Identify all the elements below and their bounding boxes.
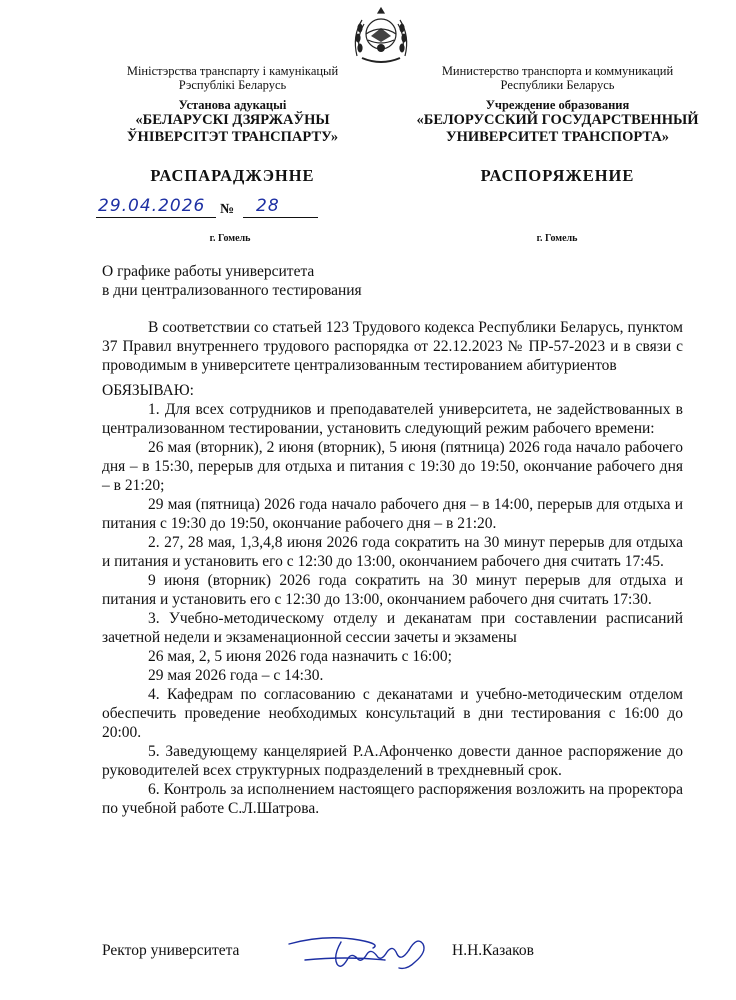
header-right-university-line1: «БЕЛОРУССКИЙ ГОСУДАРСТВЕННЫЙ bbox=[416, 112, 699, 128]
handwritten-signature-icon bbox=[285, 930, 445, 974]
paragraph-5: 5. Заведующему канцелярией Р.А.Афонченко довести данное распоряжение до руководителей всех структурных подразделений в трехдневный срок. bbox=[102, 743, 683, 779]
paragraph-3a: 26 мая, 2, 5 июня 2026 года назначить с 16:00; bbox=[148, 648, 452, 665]
paragraph-3: 3. Учебно-методическому отделу и деканатам при составлении расписаний зачетной недели и экзаменационной сессии зачеты и экзамены bbox=[102, 610, 683, 646]
header-right-ministry-line2: Республики Беларусь bbox=[500, 78, 615, 92]
doc-type-by: РАСПАРАДЖЭННЕ bbox=[150, 166, 315, 185]
signatory-position: Ректор университета bbox=[102, 942, 240, 959]
paragraph-2a: 9 июня (вторник) 2026 года сократить на 30 минут перерыв для отдыха и питания и установить его с 12:30 до 13:00, окончанием рабочего дня считать 17:30. bbox=[102, 572, 683, 608]
header-left-institution: Установа адукацыі bbox=[178, 98, 287, 112]
document-body bbox=[102, 318, 683, 818]
paragraph-3b: 29 мая 2026 года – с 14:30. bbox=[148, 667, 324, 684]
number-sign: № bbox=[220, 202, 235, 217]
paragraph-6: 6. Контроль за исполнением настоящего распоряжения возложить на проректора по учебной работе С.Л.Шатрова. bbox=[102, 781, 683, 817]
number-underline bbox=[243, 217, 318, 218]
subject-line2: в дни централизованного тестирования bbox=[102, 282, 362, 299]
header-right-ministry bbox=[405, 64, 710, 92]
registration-number: 28 bbox=[256, 196, 280, 216]
date-underline bbox=[96, 217, 216, 218]
doc-type-ru: РАСПОРЯЖЕНИЕ bbox=[480, 166, 635, 185]
obligate-heading: ОБЯЗЫВАЮ: bbox=[102, 382, 194, 399]
city-right: г. Гомель bbox=[536, 233, 578, 244]
header-left-university bbox=[80, 112, 385, 146]
header-left-ministry bbox=[80, 64, 385, 92]
subject-line1: О графике работы университета bbox=[102, 263, 315, 280]
preamble-paragraph: В соответствии со статьей 123 Трудового кодекса Республики Беларусь, пунктом 37 Правил внутреннего трудового распорядка от 22.12.2023 № ПР-57-2023 и в связи с проводимым в университете централизованным тестированием абитуриентов bbox=[102, 319, 683, 374]
header-right-institution: Учреждение образования bbox=[485, 98, 630, 112]
header-left-ministry-line1: Міністэрства транспарту і камунікацый bbox=[126, 64, 339, 78]
registration-date: 29.04.2026 bbox=[98, 196, 206, 216]
header-left-university-line1: «БЕЛАРУСКІ ДЗЯРЖАЎНЫ bbox=[135, 112, 330, 128]
city-left: г. Гомель bbox=[209, 233, 251, 244]
paragraph-1: 1. Для всех сотрудников и преподавателей университета, не задействованных в централизованном тестировании, установить следующий режим рабочего времени: bbox=[102, 401, 683, 437]
header-right-university bbox=[405, 112, 710, 146]
header-left-ministry-line2: Рэспублікі Беларусь bbox=[178, 78, 287, 92]
paragraph-1b: 29 мая (пятница) 2026 года начало рабочего дня – в 14:00, перерыв для отдыха и питания с 19:30 до 19:50, окончание рабочего дня – в 21:20. bbox=[102, 496, 683, 532]
signatory-name: Н.Н.Казаков bbox=[452, 942, 534, 959]
paragraph-1a: 26 мая (вторник), 2 июня (вторник), 5 июня (пятница) 2026 года начало рабочего дня – в 15:30, перерыв для отдыха и питания с 19:30 до 19:50, окончание рабочего дня – в 21:20; bbox=[102, 439, 683, 494]
header-left-university-line2: ЎНІВЕРСІТЭТ ТРАНСПАРТУ» bbox=[126, 129, 339, 145]
paragraph-2: 2. 27, 28 мая, 1,3,4,8 июня 2026 года сократить на 30 минут перерыв для отдыха и питания и установить его с 12:30 до 13:00, окончанием рабочего дня считать 17:45. bbox=[102, 534, 683, 570]
paragraph-4: 4. Кафедрам по согласованию с деканатами и учебно-методическим отделом обеспечить проведение необходимых консультаций в дни тестирования с 16:00 до 20:00. bbox=[102, 686, 683, 741]
belarus-coat-of-arms-icon bbox=[348, 6, 414, 68]
header-right-university-line2: УНИВЕРСИТЕТ ТРАНСПОРТА» bbox=[445, 129, 670, 145]
document-subject bbox=[102, 262, 502, 300]
header-right-ministry-line1: Министерство транспорта и коммуникаций bbox=[441, 64, 674, 78]
